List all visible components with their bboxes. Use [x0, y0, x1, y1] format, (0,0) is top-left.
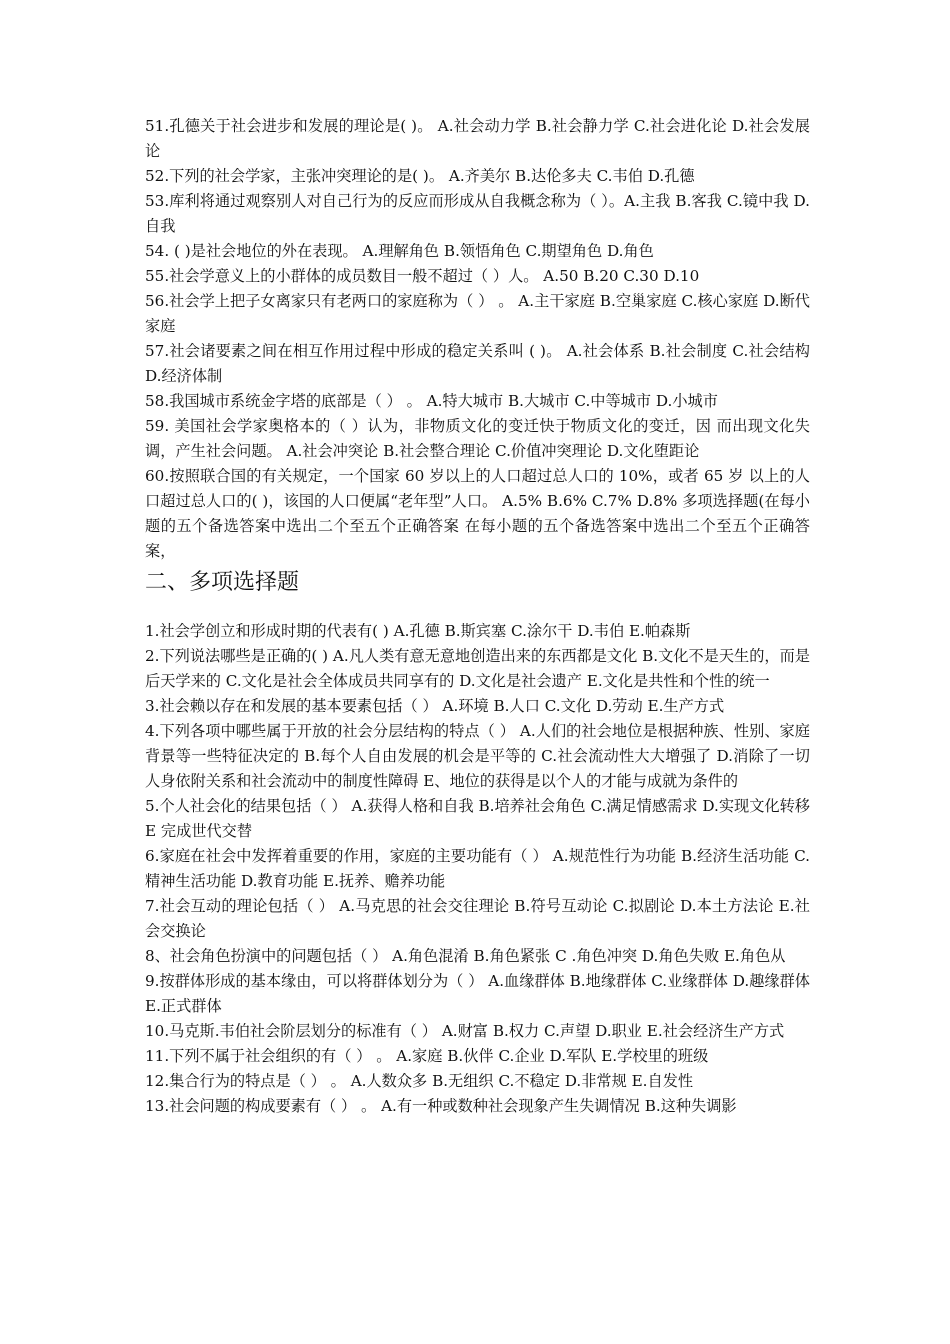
multi-question-12: 12.集合行为的特点是（ ） 。 A.人数众多 B.无组织 C.不稳定 D.非常规 E.自发性 — [145, 1072, 694, 1090]
multi-question-10: 10.马克斯.韦伯社会阶层划分的标准有（ ） A.财富 B.权力 C.声望 D.职业 E.社会经济生产方式 — [145, 1022, 785, 1040]
multi-question-5: 5.个人社会化的结果包括（ ） A.获得人格和自我 B.培养社会角色 C.满足情感需求 D.实现文化转移 E 完成世代交替 — [145, 797, 810, 840]
question-59: 59. 美国社会学家奥格本的（ ）认为，非物质文化的变迁快于物质文化的变迁，因 而出现文化失调，产生社会问题。 A.社会冲突论 B.社会整合理论 C.价值冲突理论 D.文化堕距论 — [145, 417, 810, 460]
section-heading: 二、多项选择题 — [145, 570, 300, 595]
question-52: 52.下列的社会学家，主张冲突理论的是( )。 A.齐美尔 B.达伦多夫 C.韦伯 D.孔德 — [145, 167, 695, 185]
document-page — [145, 114, 810, 1119]
multi-question-1: 1.社会学创立和形成时期的代表有( ) A.孔德 B.斯宾塞 C.涂尔干 D.韦伯 E.帕森斯 — [145, 622, 691, 640]
multi-question-13: 13.社会问题的构成要素有（ ） 。 A.有一种或数种社会现象产生失调情况 B.这种失调影 — [145, 1097, 737, 1115]
multi-question-6: 6.家庭在社会中发挥着重要的作用，家庭的主要功能有（ ） A.规范性行为功能 B.经济生活功能 C.精神生活功能 D.教育功能 E.抚养、赡养功能 — [145, 847, 810, 890]
question-57: 57.社会诸要素之间在相互作用过程中形成的稳定关系叫 ( )。 A.社会体系 B.社会制度 C.社会结构 D.经济体制 — [145, 342, 810, 385]
question-54: 54. ( )是社会地位的外在表现。 A.理解角色 B.领悟角色 C.期望角色 D.角色 — [145, 242, 654, 260]
question-55: 55.社会学意义上的小群体的成员数目一般不超过（ ）人。 A.50 B.20 C.30 D.10 — [145, 267, 700, 285]
multi-question-4: 4.下列各项中哪些属于开放的社会分层结构的特点（ ） A.人们的社会地位是根据种族、性别、家庭背景等一些特征决定的 B.每个人自由发展的机会是平等的 C.社会流动性大大增强了 D.消除了一切人身依附关系和社会流动中的制度性障碍 E、地位的获得是以个人的才能与成就为条件的 — [145, 722, 810, 790]
multi-question-8: 8、社会角色扮演中的问题包括（ ） A.角色混淆 B.角色紧张 C .角色冲突 D.角色失败 E.角色从 — [145, 947, 786, 965]
multi-question-3: 3.社会赖以存在和发展的基本要素包括（ ） A.环境 B.人口 C.文化 D.劳动 E.生产方式 — [145, 697, 725, 715]
multi-question-11: 11.下列不属于社会组织的有（ ） 。 A.家庭 B.伙伴 C.企业 D.军队 E.学校里的班级 — [145, 1047, 709, 1065]
question-56: 56.社会学上把子女离家只有老两口的家庭称为（ ） 。 A.主干家庭 B.空巢家庭 C.核心家庭 D.断代家庭 — [145, 292, 810, 335]
question-60: 60.按照联合国的有关规定，一个国家 60 岁以上的人口超过总人口的 10%，或者 65 岁 以上的人口超过总人口的( )，该国的人口便属“老年型”人口。 A.5% B.6% C.7% D.8% 多项选择题(在每小题的五个备选答案中选出二个至五个正确答案 在每小题的五个备选答案中选出二个至五个正确答案， — [145, 467, 810, 560]
question-53: 53.库利将通过观察别人对自己行为的反应而形成从自我概念称为（ ）。A.主我 B.客我 C.镜中我 D.自我 — [145, 192, 810, 235]
multi-question-9: 9.按群体形成的基本缘由，可以将群体划分为（ ） A.血缘群体 B.地缘群体 C.业缘群体 D.趣缘群体 E.正式群体 — [145, 972, 810, 1015]
multi-question-2: 2.下列说法哪些是正确的( ) A.凡人类有意无意地创造出来的东西都是文化 B.文化不是天生的，而是后天学来的 C.文化是社会全体成员共同享有的 D.文化是社会遗产 E.文化是共性和个性的统一 — [145, 647, 810, 690]
question-51: 51.孔德关于社会进步和发展的理论是( )。 A.社会动力学 B.社会静力学 C.社会进化论 D.社会发展论 — [145, 117, 810, 160]
multi-question-7: 7.社会互动的理论包括（ ） A.马克思的社会交往理论 B.符号互动论 C.拟剧论 D.本土方法论 E.社会交换论 — [145, 897, 810, 940]
question-58: 58.我国城市系统金字塔的底部是（ ） 。 A.特大城市 B.大城市 C.中等城市 D.小城市 — [145, 392, 718, 410]
